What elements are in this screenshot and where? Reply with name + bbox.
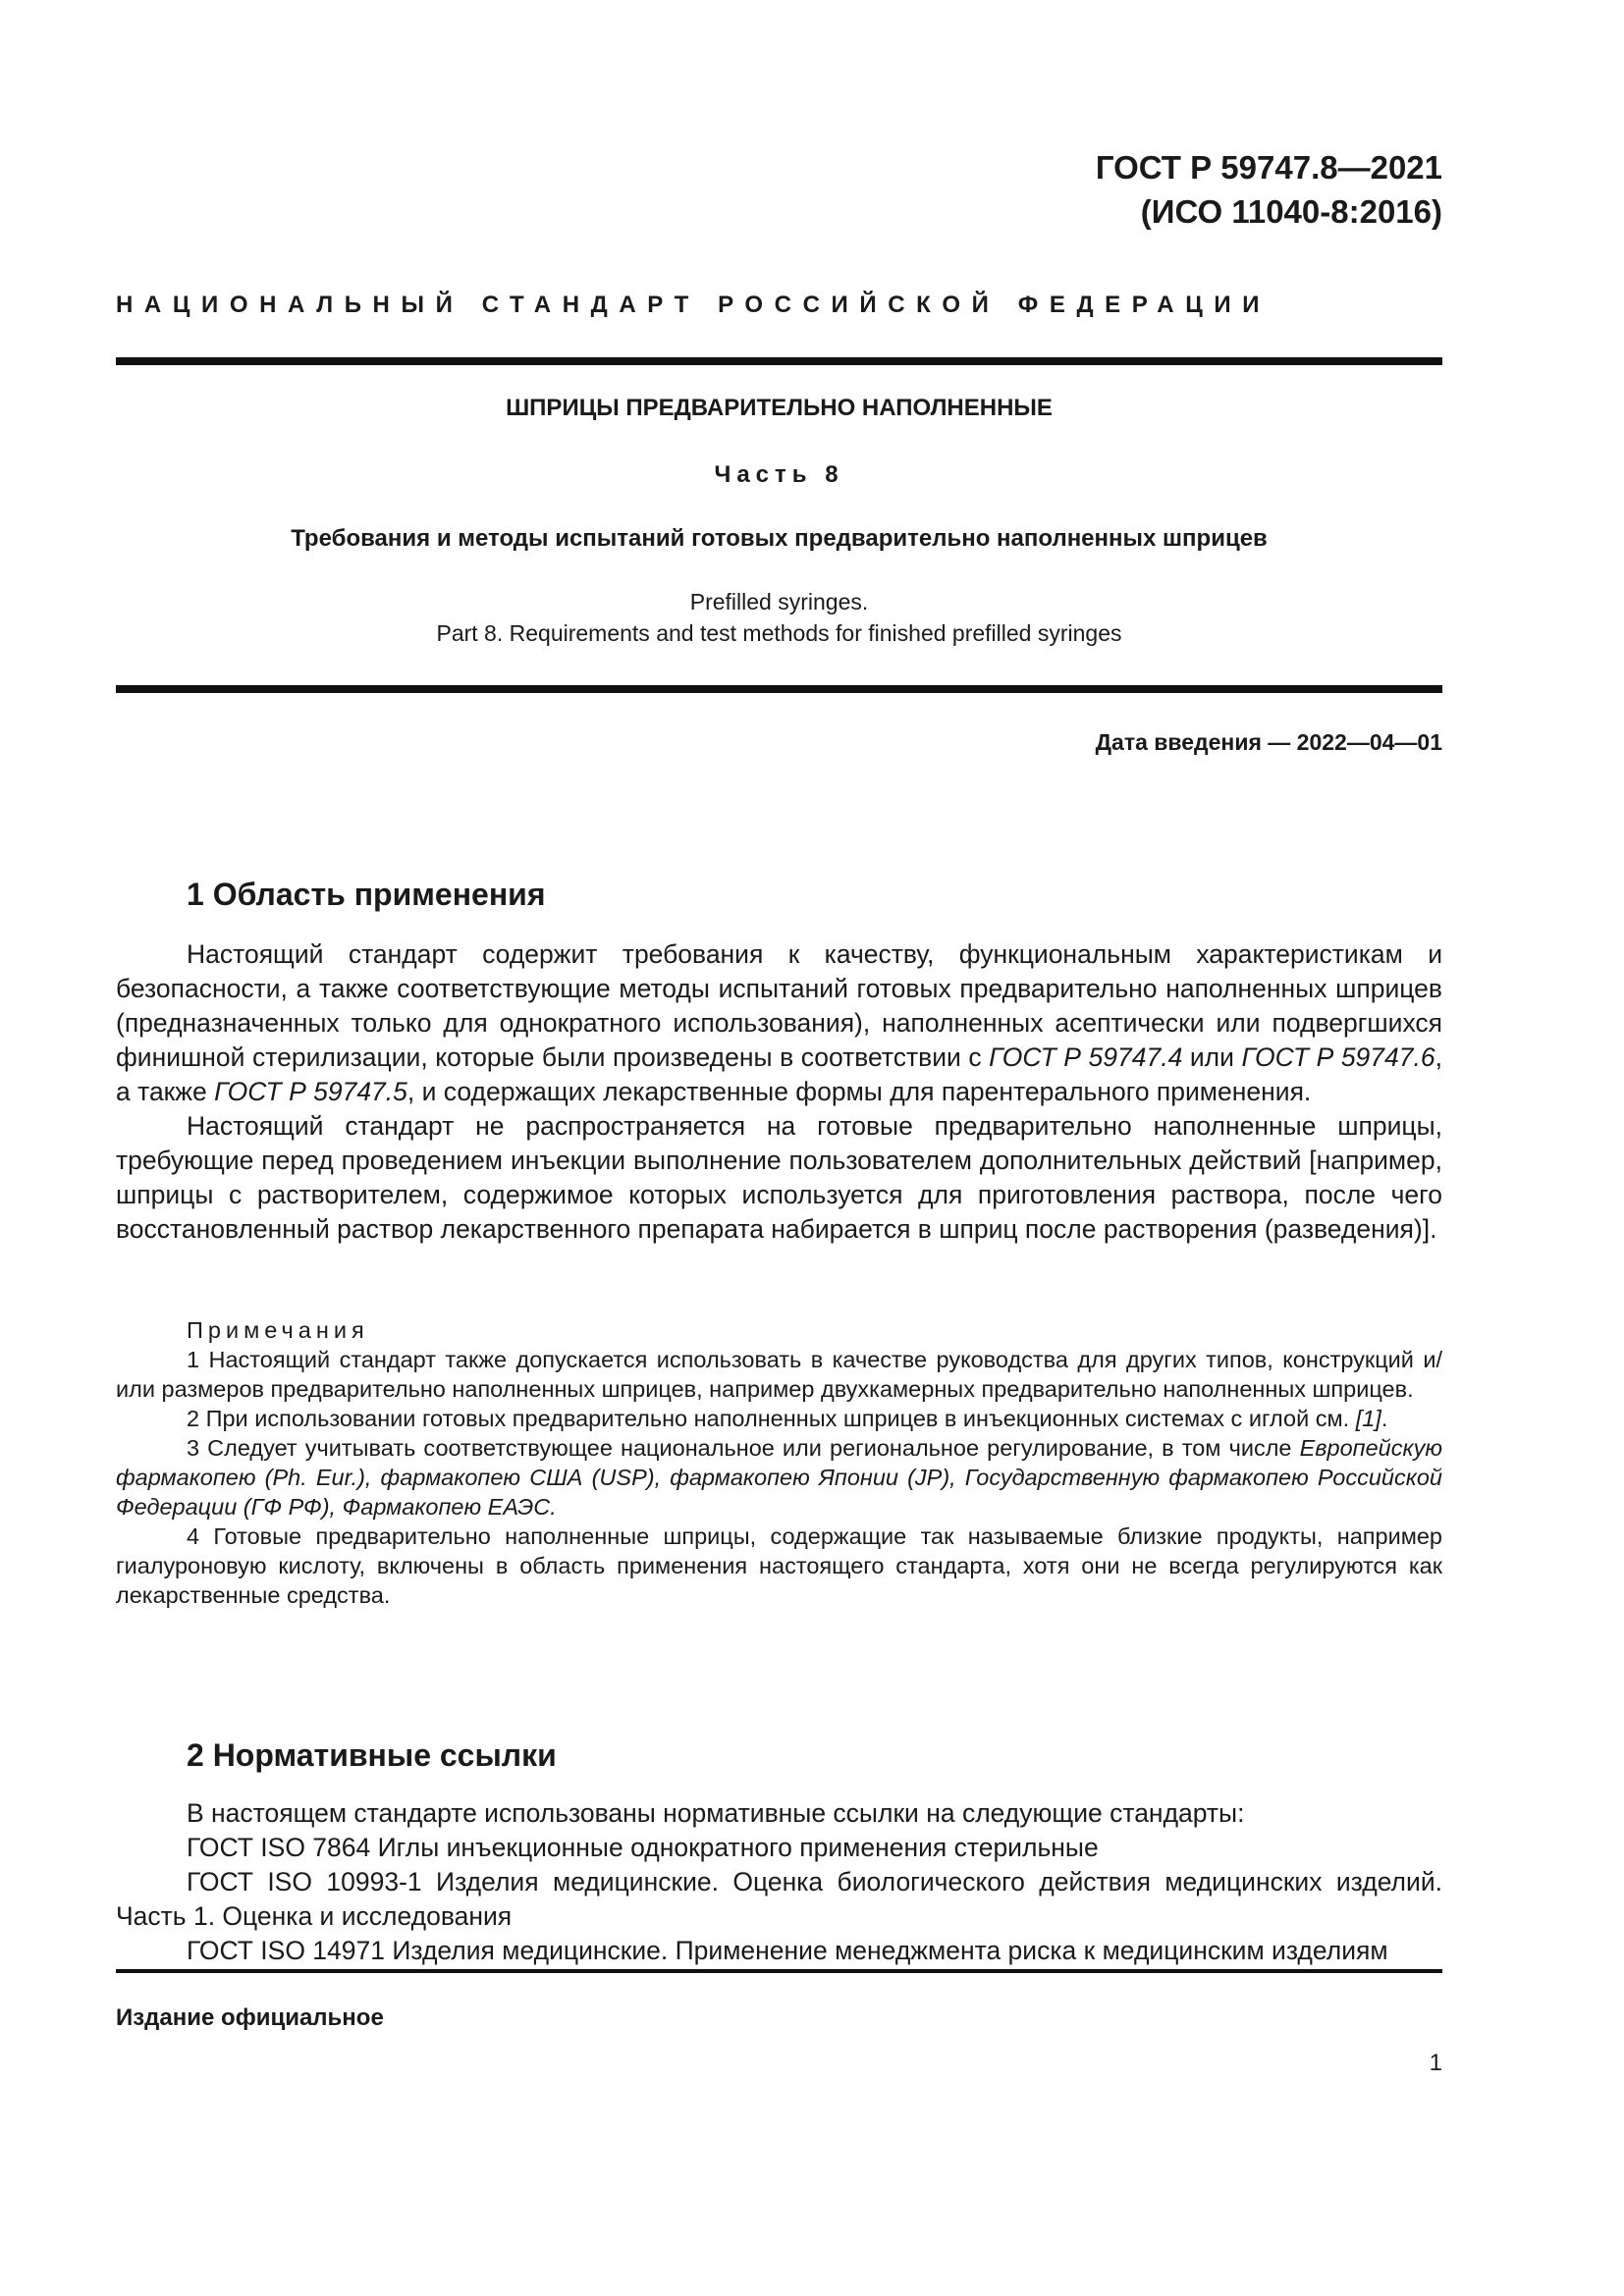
page-number: 1 (1429, 2050, 1442, 2076)
introduction-date: Дата введения — 2022—04—01 (1095, 729, 1442, 755)
note-3: 3 Следует учитывать соответствующее национальное или региональное регулирование, в том числе Европейскую фармакопею (Ph. Eur.), фармакопею США (USP), фармакопею Японии (JP), Государственную фармакопею Российской Федерации (ГФ РФ), Фармакопею ЕАЭС. (116, 1435, 1442, 1520)
footer-rule (116, 1969, 1442, 1973)
notes-label: Примечания (187, 1317, 369, 1343)
bibliography-ref-1: [1] (1355, 1406, 1381, 1431)
section-1-heading: 1 Область применения (187, 877, 546, 912)
official-edition-label: Издание официальное (116, 2004, 384, 2031)
notes-block (116, 1315, 1442, 1610)
ref-gost-59747-6: ГОСТ Р 59747.6 (1241, 1042, 1435, 1072)
part-label: Часть 8 (714, 461, 844, 488)
scope-paragraph-2: Настоящий стандарт не распространяется на готовые предварительно наполненные шприцы, требующие перед проведением инъекции выполнение пользователем дополнительных действий [например, шприцы с растворителем, содержимое которых используется для приготовления раствора, после чего восстановленный раствор лекарственного препарата набирается в шприц после растворения (разведения)]. (116, 1111, 1442, 1244)
pharmacopoeia-list: Европейскую фармакопею (Ph. Eur.), фармакопею США (USP), фармакопею Японии (JP), Государственную фармакопею Российской Федерации (ГФ РФ), Фармакопею ЕАЭС. (116, 1435, 1442, 1520)
standard-code (1096, 145, 1442, 234)
reference-gost-iso-10993-1: ГОСТ ISO 10993-1 Изделия медицинские. Оценка биологического действия медицинских изделий. Часть 1. Оценка и исследования (116, 1867, 1442, 1931)
reference-gost-iso-14971: ГОСТ ISO 14971 Изделия медицинские. Применение менеджмента риска к медицинским изделиям (187, 1936, 1388, 1965)
top-rule (116, 357, 1442, 365)
english-title-line2: Part 8. Requirements and test methods for finished prefilled syringes (436, 620, 1122, 646)
section-2-body (116, 1796, 1442, 1968)
document-subtitle: Требования и методы испытаний готовых предварительно наполненных шприцев (291, 525, 1268, 552)
section-2-heading: 2 Нормативные ссылки (187, 1737, 557, 1773)
english-title (116, 586, 1442, 649)
references-intro: В настоящем стандарте использованы нормативные ссылки на следующие стандарты: (187, 1798, 1245, 1828)
scope-paragraph-1: Настоящий стандарт содержит требования к качеству, функциональным характеристикам и безопасности, а также соответствующие методы испытаний готовых предварительно наполненных шприцев (предназначенных только для однократного использования), наполненных асептически или подвергшихся финишной стерилизации, которые были произведены в соответствии с ГОСТ Р 59747.4 или ГОСТ Р 59747.6, а также ГОСТ Р 59747.5, и содержащих лекарственные формы для парентерального применения. (116, 939, 1442, 1106)
reference-gost-iso-7864: ГОСТ ISO 7864 Иглы инъекционные однократного применения стерильные (187, 1833, 1099, 1862)
section-1-body (116, 937, 1442, 1247)
english-title-line1: Prefilled syringes. (689, 589, 869, 614)
standard-code-line2: (ИСО 11040-8:2016) (1140, 193, 1442, 230)
standard-code-line1: ГОСТ Р 59747.8—2021 (1095, 149, 1442, 186)
note-1: 1 Настоящий стандарт также допускается использовать в качестве руководства для других типов, конструкций и/или размеров предварительно наполненных шприцев, например двухкамерных предварительно наполненных шприцев. (116, 1347, 1442, 1402)
note-4: 4 Готовые предварительно наполненные шприцы, содержащие так называемые близкие продукты, например гиалуроновую кислоту, включены в область применения настоящего стандарта, хотя они не всегда регулируются как лекарственные средства. (116, 1523, 1442, 1608)
note-2: 2 При использовании готовых предварительно наполненных шприцев в инъекционных системах с иглой см. [1]. (187, 1406, 1388, 1431)
ref-gost-59747-4: ГОСТ Р 59747.4 (989, 1042, 1183, 1072)
document-title: ШПРИЦЫ ПРЕДВАРИТЕЛЬНО НАПОЛНЕННЫЕ (506, 395, 1053, 421)
national-standard-banner: НАЦИОНАЛЬНЫЙ СТАНДАРТ РОССИЙСКОЙ ФЕДЕРАЦИИ (116, 292, 1272, 318)
ref-gost-59747-5: ГОСТ Р 59747.5 (214, 1077, 407, 1106)
middle-rule (116, 685, 1442, 693)
